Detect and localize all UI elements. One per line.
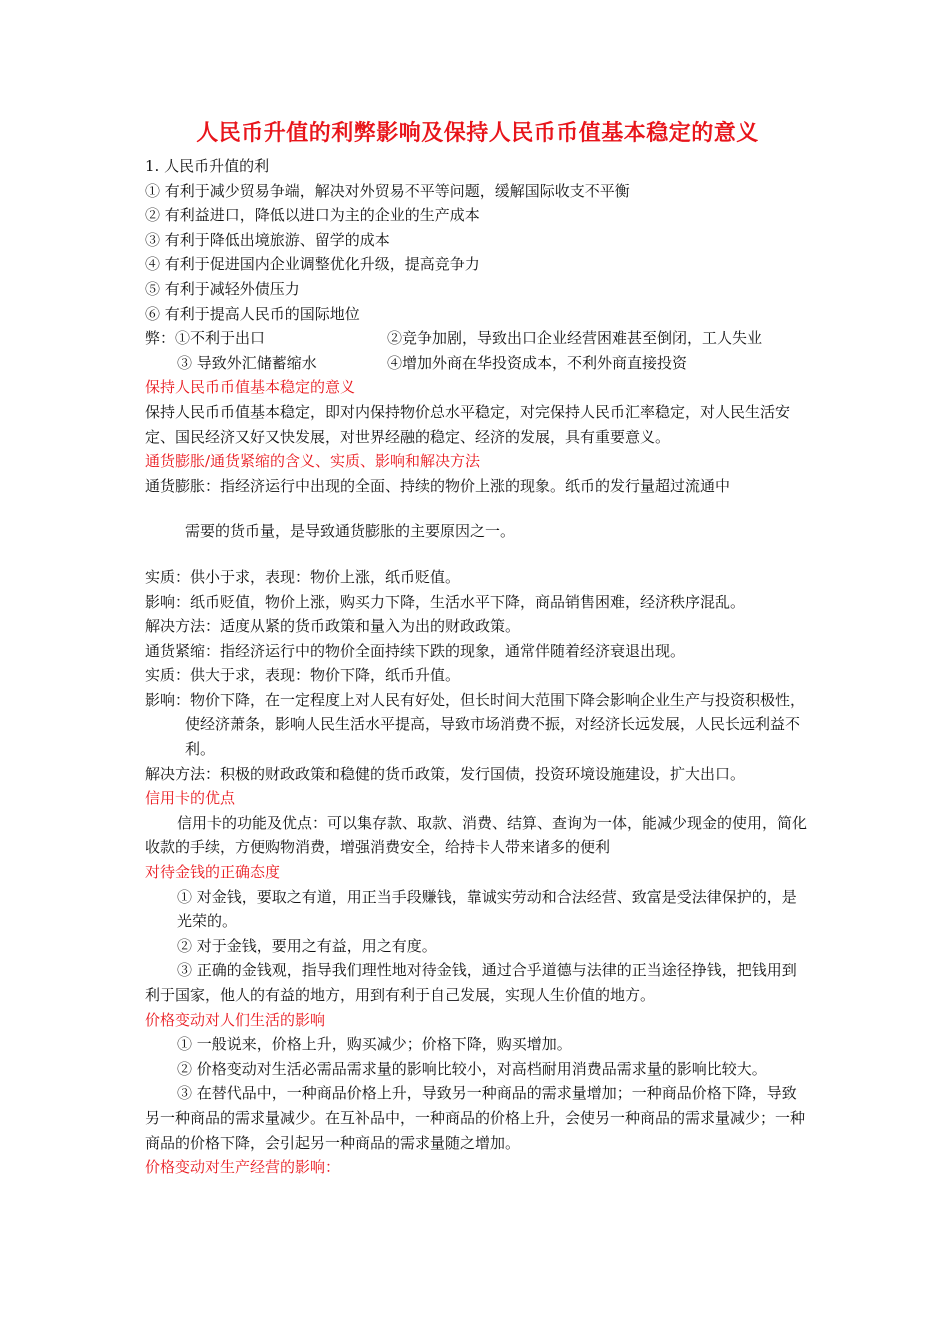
list-item: ② 有利益进口，降低以进口为主的企业的生产成本 xyxy=(145,206,480,225)
spacer xyxy=(145,544,810,565)
list-item: ③ 正确的金钱观，指导我们理性地对待金钱，通过合乎道德与法律的正当途径挣钱，把钱用到利于国家，他人的有益的地方，用到有利于自己发展，实现人生价值的地方。 xyxy=(145,961,797,1004)
paragraph: 通货紧缩：指经济运行中的物价全面持续下跌的现象，通常伴随着经济衰退出现。 xyxy=(145,641,686,660)
paragraph: 影响：纸币贬值，物价上涨，购买力下降，生活水平下降，商品销售困难，经济秩序混乱。 xyxy=(145,592,746,611)
section-heading: 价格变动对生产经营的影响： xyxy=(145,1158,341,1177)
paragraph: 解决方法：积极的财政政策和稳健的货币政策，发行国债，投资环境设施建设，扩大出口。 xyxy=(145,764,746,783)
list-item: ③ 在替代品中，一种商品价格上升，导致另一种商品的需求量增加；一种商品价格下降，导致另一种商品的需求量减少。在互补品中，一种商品的价格上升，会使另一种商品的需求量减少；一种商品的价格下降，会引起另一种商品的需求量随之增加。 xyxy=(145,1084,806,1152)
disadvantages-row-1 xyxy=(145,326,810,351)
document-title: 人民币升值的利弊影响及保持人民币币值基本稳定的意义 xyxy=(196,120,759,146)
section-heading: 对待金钱的正确态度 xyxy=(145,863,281,882)
paragraph: 影响：物价下降，在一定程度上对人民有好处，但长时间大范围下降会影响企业生产与投资积极性，使经济萧条，影响人民生活水平提高，导致市场消费不振，对经济长远发展，人民长远利益不利。 xyxy=(145,690,806,759)
list-item: ④ 有利于促进国内企业调整优化升级，提高竞争力 xyxy=(145,255,480,274)
list-item: ② 价格变动对生活必需品需求量的影响比较小，对高档耐用消费品需求量的影响比较大。 xyxy=(177,1059,767,1078)
paragraph: 通货膨胀：指经济运行中出现的全面、持续的物价上涨的现象。纸币的发行量超过流通中 xyxy=(145,476,731,495)
paragraph: 实质：供大于求，表现：物价下降，纸币升值。 xyxy=(145,666,461,685)
disadvantage-item: ④增加外商在华投资成本，不利外商直接投资 xyxy=(387,353,688,372)
list-item: ② 对于金钱，要用之有益，用之有度。 xyxy=(177,936,437,955)
paragraph: 实质：供小于求，表现：物价上涨，纸币贬值。 xyxy=(145,567,461,586)
list-item: ① 有利于减少贸易争端，解决对外贸易不平等问题，缓解国际收支不平衡 xyxy=(145,181,630,200)
section-heading: 保持人民币币值基本稳定的意义 xyxy=(145,378,356,397)
paragraph: 解决方法：适度从紧的货币政策和量入为出的财政政策。 xyxy=(145,617,521,636)
section-heading: 通货膨胀/通货紧缩的含义、实质、影响和解决方法 xyxy=(145,452,481,471)
list-item: ③ 有利于降低出境旅游、留学的成本 xyxy=(145,230,390,249)
paragraph: 保持人民币币值基本稳定，即对内保持物价总水平稳定，对完保持人民币汇率稳定，对人民生活安定、国民经济又好又快发展，对世界经融的稳定、经济的发展，具有重要意义。 xyxy=(145,402,791,446)
list-item: ⑥ 有利于提高人民币的国际地位 xyxy=(145,304,360,323)
spacer xyxy=(145,498,810,519)
paragraph: 需要的货币量，是导致通货膨胀的主要原因之一。 xyxy=(185,522,516,541)
disadvantages-row-2 xyxy=(145,351,810,376)
disadvantage-item: 弊：①不利于出口 xyxy=(145,329,266,348)
list-item: ① 一般说来，价格上升，购买减少；价格下降，购买增加。 xyxy=(177,1035,572,1054)
section-heading: 价格变动对人们生活的影响 xyxy=(145,1010,326,1029)
list-item: ① 对金钱，要取之有道，用正当手段赚钱，靠诚实劳动和合法经营、致富是受法律保护的，是光荣的。 xyxy=(177,887,797,931)
section-heading: 信用卡的优点 xyxy=(145,789,236,808)
disadvantage-item: ③ 导致外汇储蓄缩水 xyxy=(177,353,317,372)
section-heading: 1. 人民币升值的利 xyxy=(145,157,270,175)
document-page xyxy=(145,118,810,1180)
disadvantage-item: ②竞争加剧，导致出口企业经营困难甚至倒闭，工人失业 xyxy=(387,329,763,348)
paragraph: 信用卡的功能及优点：可以集存款、取款、消费、结算、查询为一体，能减少现金的使用，简化收款的手续，方便购物消费，增强消费安全，给持卡人带来诸多的便利 xyxy=(145,813,808,857)
list-item: ⑤ 有利于减轻外债压力 xyxy=(145,279,300,298)
